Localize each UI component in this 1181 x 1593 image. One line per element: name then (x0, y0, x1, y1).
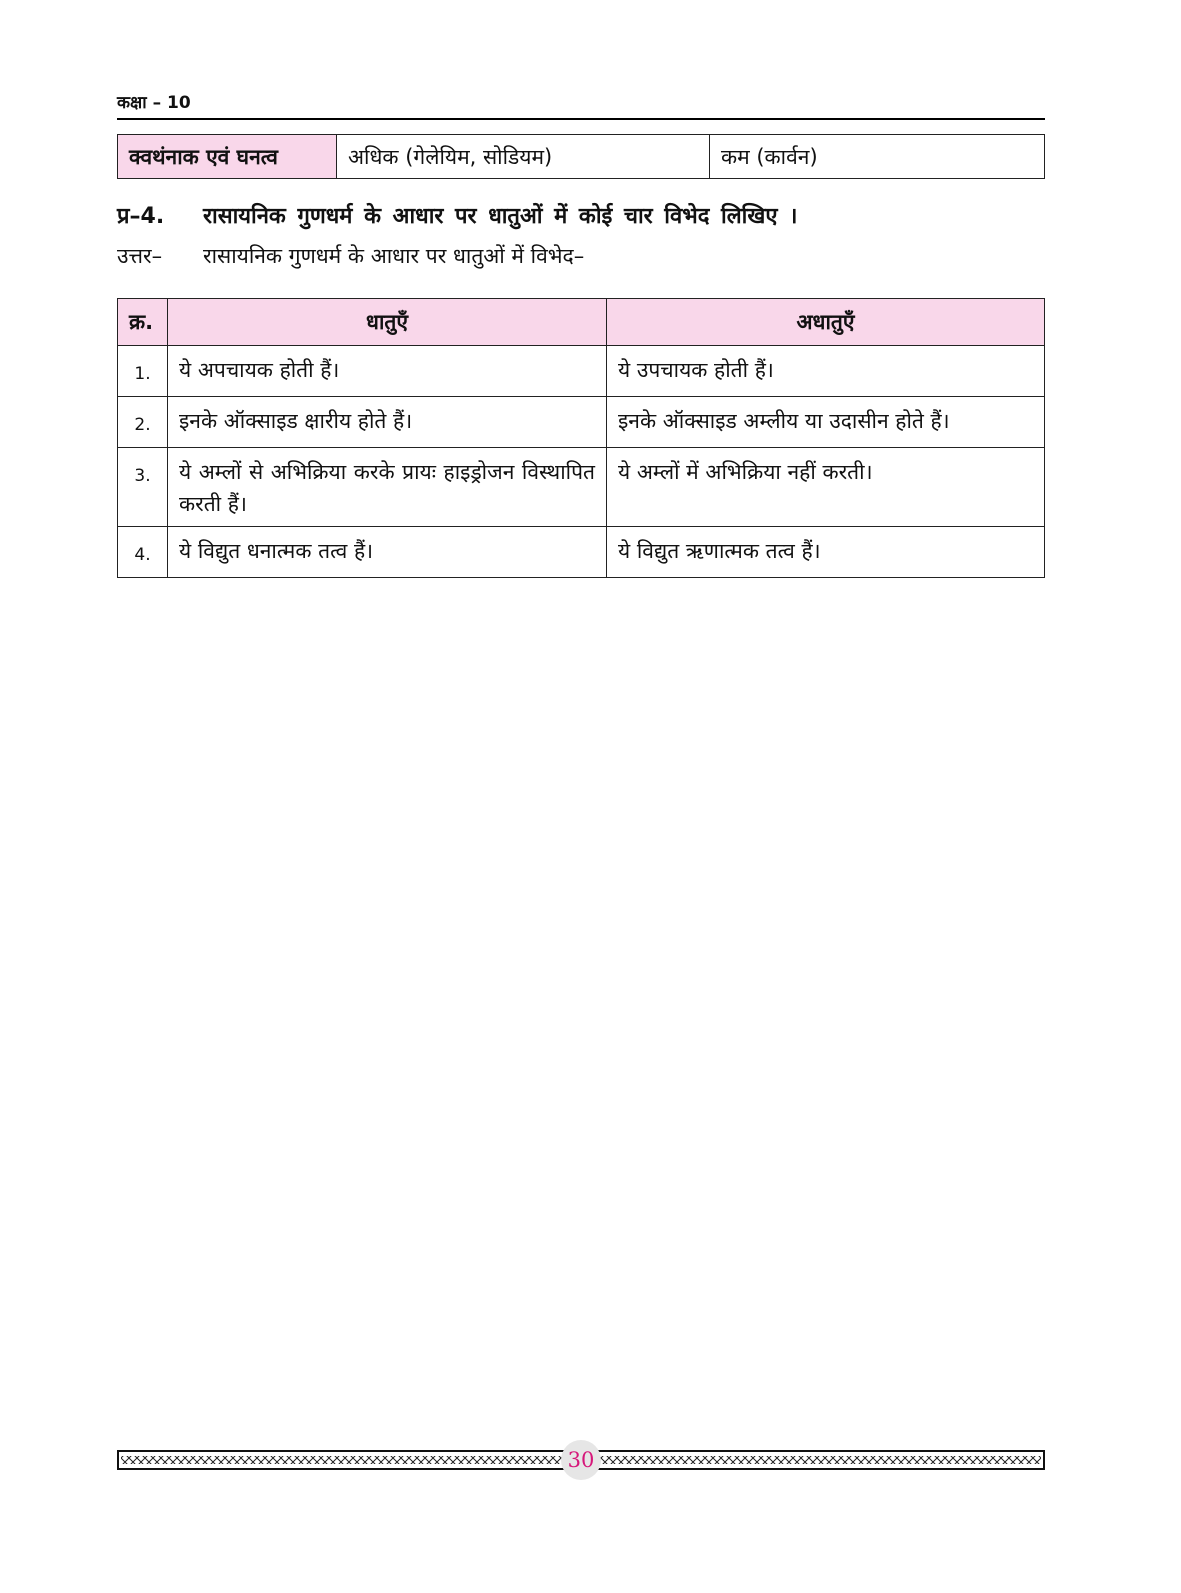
table-row (118, 346, 1045, 397)
row-nonmetal: ये उपचायक होती हैं। (607, 346, 1045, 397)
table-row (118, 135, 1045, 179)
property-table (117, 134, 1045, 179)
property-name: क्वथंनाक एवं घनत्व (118, 135, 337, 179)
comparison-table (117, 298, 1045, 578)
row-serial: 2. (118, 397, 168, 448)
row-metal: ये अपचायक होती हैं। (168, 346, 607, 397)
row-nonmetal: ये विद्युत ऋणात्मक तत्व हैं। (607, 527, 1045, 578)
question (117, 200, 798, 230)
answer (117, 242, 584, 270)
page-number: 30 (561, 1440, 601, 1480)
row-metal: ये विद्युत धनात्मक तत्व हैं। (168, 527, 607, 578)
header-serial: क्र. (118, 299, 168, 346)
row-metal: इनके ऑक्साइड क्षारीय होते हैं। (168, 397, 607, 448)
property-metals: अधिक (गेलेयिम, सोडियम) (337, 135, 710, 179)
answer-text: रासायनिक गुणधर्म के आधार पर धातुओं में विभेद– (203, 244, 585, 268)
question-number: प्र–4. (117, 204, 165, 229)
row-serial: 1. (118, 346, 168, 397)
row-serial: 4. (118, 527, 168, 578)
class-label: कक्षा – 10 (117, 93, 191, 113)
page-footer (117, 1450, 1045, 1472)
table-row (118, 448, 1045, 527)
row-serial: 3. (118, 448, 168, 527)
row-nonmetal: ये अम्लों में अभिक्रिया नहीं करती। (607, 448, 1045, 527)
row-metal: ये अम्लों से अभिक्रिया करके प्रायः हाइड्रोजन विस्थापित करती हैं। (168, 448, 607, 527)
property-nonmetals: कम (कार्वन) (710, 135, 1045, 179)
header-metals: धातुएँ (168, 299, 607, 346)
table-row (118, 527, 1045, 578)
table-row (118, 397, 1045, 448)
answer-label: उत्तर– (117, 244, 163, 268)
page-header (117, 88, 1045, 120)
header-nonmetals: अधातुएँ (607, 299, 1045, 346)
table-header-row (118, 299, 1045, 346)
question-text: रासायनिक गुणधर्म के आधार पर धातुओं में कोई चार विभेद लिखिए । (203, 204, 798, 229)
row-nonmetal: इनके ऑक्साइड अम्लीय या उदासीन होते हैं। (607, 397, 1045, 448)
